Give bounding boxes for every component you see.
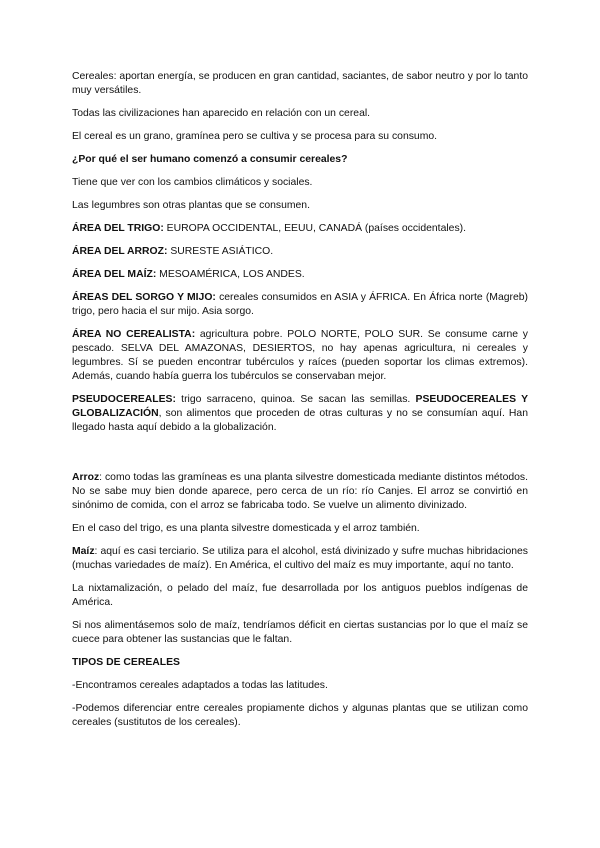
paragraph-text: Las legumbres son otras plantas que se consumen.	[72, 200, 310, 211]
paragraph-text: EUROPA OCCIDENTAL, EEUU, CANADÁ (países occidentales).	[163, 223, 466, 234]
paragraph-text: agricultura pobre. POLO NORTE, POLO SUR. Se consume carne y pescado. SELVA DEL AMAZONAS, DESIERTOS, no hay apenas agricultura, ni cereales y legumbres. Sí se pueden encontrar tubérculos y raíces (pueden soportar los climas extremos). Además, cuando había guerra los tubérculos se conservaban mejor.	[72, 329, 528, 382]
paragraph	[72, 199, 528, 213]
paragraph-text: Si nos alimentásemos solo de maíz, tendríamos déficit en ciertas sustancias por lo que el maíz se cuece para obtener las sustancias que le faltan.	[72, 620, 528, 645]
paragraph-text: cereales consumidos en ASIA y ÁFRICA. En África norte (Magreb) trigo, pero hacia el sur mijo. Asia sorgo.	[72, 292, 528, 317]
paragraph-text: trigo sarraceno, quinoa. Se sacan las semillas.	[175, 394, 416, 405]
bold-label: ÁREA NO CEREALISTA:	[72, 329, 196, 340]
paragraph-text: El cereal es un grano, gramínea pero se cultiva y se procesa para su consumo.	[72, 131, 438, 142]
paragraph	[72, 130, 528, 144]
document-body	[72, 70, 528, 739]
paragraph	[72, 393, 528, 435]
paragraph	[72, 291, 528, 319]
paragraph	[72, 679, 528, 693]
paragraph-text: MESOAMÉRICA, LOS ANDES.	[156, 269, 305, 280]
paragraph-text: , son alimentos que proceden de otras culturas y no se consumían aquí. Han llegado hasta aquí debido a la globalización.	[72, 408, 528, 433]
paragraph	[72, 268, 528, 282]
paragraph	[72, 70, 528, 98]
bold-label: ÁREAS DEL SORGO Y MIJO:	[72, 292, 216, 303]
paragraph	[72, 328, 528, 384]
bold-label: ÁREA DEL MAÍZ:	[72, 269, 157, 280]
bold-label: Maíz	[72, 546, 95, 557]
paragraph	[72, 471, 528, 513]
bold-label: ÁREA DEL ARROZ:	[72, 246, 168, 257]
bold-label: Arroz	[72, 472, 100, 483]
paragraph	[72, 107, 528, 121]
bold-label: ¿Por qué el ser humano comenzó a consumir cereales?	[72, 154, 348, 165]
paragraph-text: En el caso del trigo, es una planta silvestre domesticada y el arroz también.	[72, 523, 420, 534]
paragraph	[72, 702, 528, 730]
paragraph	[72, 522, 528, 536]
paragraph-text: : como todas las gramíneas es una planta silvestre domesticada mediante distintos métodos. No se sabe muy bien donde aparece, pero cerca de un río: río Canjes. El arroz se convirtió en sinónimo de comida, con el arroz se fabricaba todo. Se vuelve un alimento divinizado.	[72, 472, 528, 511]
paragraph-text: Todas las civilizaciones han aparecido en relación con un cereal.	[72, 108, 371, 119]
paragraph	[72, 176, 528, 190]
paragraph	[72, 582, 528, 610]
bold-label: PSEUDOCEREALES Y GLOBALIZACIÓN	[72, 394, 529, 419]
bold-label: PSEUDOCEREALES:	[72, 394, 176, 405]
paragraph-text: -Podemos diferenciar entre cereales propiamente dichos y algunas plantas que se utilizan como cereales (sustitutos de los cereales).	[72, 703, 528, 728]
paragraph-text: Tiene que ver con los cambios climáticos y sociales.	[72, 177, 313, 188]
bold-label: TIPOS DE CEREALES	[72, 657, 180, 668]
paragraph-text: : aquí es casi terciario. Se utiliza para el alcohol, está divinizado y sufre muchas hibridaciones (muchas variedades de maíz). En América, el cultivo del maíz es muy importante, aquí no tanto.	[72, 546, 528, 571]
paragraph-text: Cereales: aportan energía, se producen en gran cantidad, saciantes, de sabor neutro y por lo tanto muy versátiles.	[72, 71, 528, 96]
section-heading	[72, 656, 528, 670]
section-heading	[72, 153, 528, 167]
paragraph-text: -Encontramos cereales adaptados a todas las latitudes.	[72, 680, 328, 691]
bold-label: ÁREA DEL TRIGO:	[72, 223, 164, 234]
paragraph-text: La nixtamalización, o pelado del maíz, fue desarrollada por los antiguos pueblos indígenas de América.	[72, 583, 528, 608]
paragraph	[72, 222, 528, 236]
paragraph	[72, 545, 528, 573]
paragraph	[72, 619, 528, 647]
paragraph	[72, 245, 528, 259]
paragraph-text: SURESTE ASIÁTICO.	[167, 246, 274, 257]
